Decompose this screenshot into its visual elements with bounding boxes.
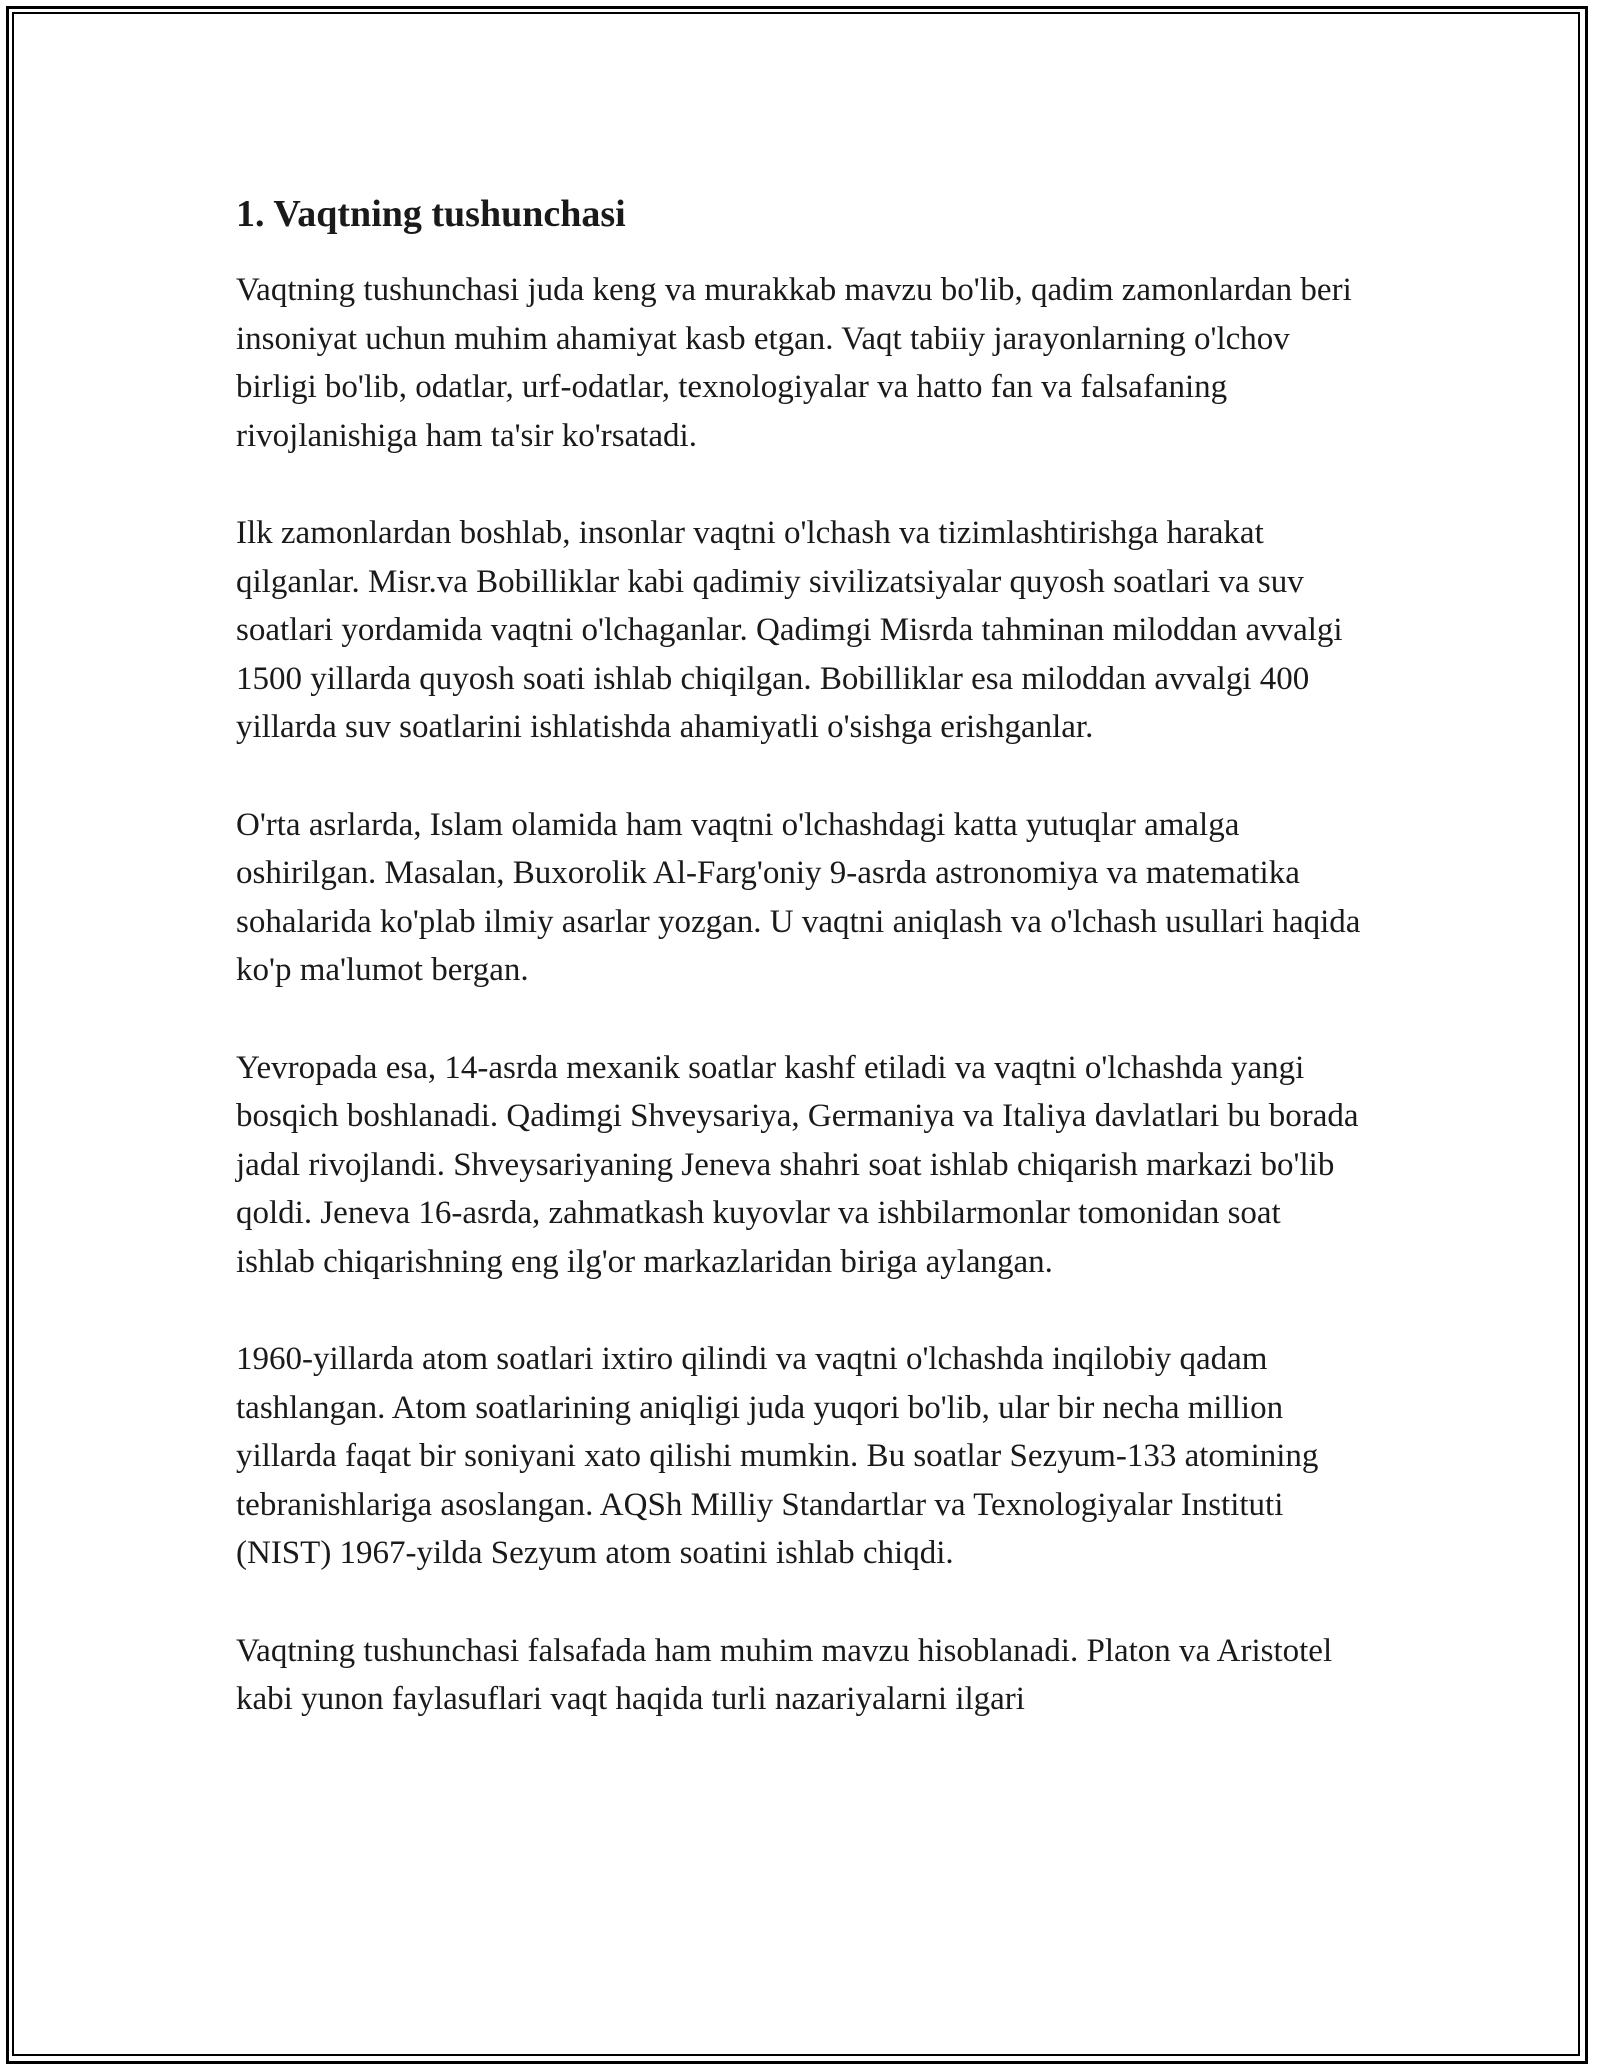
document-body bbox=[236, 180, 1366, 1773]
paragraph-1: Vaqtning tushunchasi juda keng va murakkab mavzu bo'lib, qadim zamonlardan beri insoniyat uchun muhim ahamiyat kasb etgan. Vaqt tabiiy jarayonlarning o'lchov birligi bo'lib, odatlar, urf-odatlar, texnologiyalar va hatto fan va falsafaning rivojlanishiga ham ta'sir ko'rsatadi. bbox=[236, 272, 1352, 454]
paragraph-6: Vaqtning tushunchasi falsafada ham muhim mavzu hisoblanadi. Platon va Aristotel kabi yunon faylasuflari vaqt haqida turli nazariyalarni ilgari bbox=[236, 1632, 1333, 1717]
paragraph-3: O'rta asrlarda, Islam olamida ham vaqtni o'lchashdagi katta yutuqlar amalga oshirilgan. Masalan, Buxorolik Al-Farg'oniy 9-asrda astronomiya va matematika sohalarida ko'plab ilmiy asarlar yozgan. U vaqtni aniqlash va o'lchash usullari haqida ko'p ma'lumot bergan. bbox=[236, 806, 1361, 988]
paragraph-2: Ilk zamonlardan boshlab, insonlar vaqtni o'lchash va tizimlashtirishga harakat qilganlar. Misr.va Bobilliklar kabi qadimiy sivilizatsiyalar quyosh soatlari va suv soatlari yordamida vaqtni o'lchaganlar. Qadimgi Misrda tahminan miloddan avvalgi 1500 yillarda quyosh soati ishlab chiqilgan. Bobilliklar esa miloddan avvalgi 400 yillarda suv soatlarini ishlatishda ahamiyatli o'sishga erishganlar. bbox=[236, 515, 1343, 745]
paragraph-5: 1960-yillarda atom soatlari ixtiro qilindi va vaqtni o'lchashda inqilobiy qadam tashlangan. Atom soatlarining aniqligi juda yuqori bo'lib, ular bir necha million yillarda faqat bir soniyani xato qilishi mumkin. Bu soatlar Sezyum-133 atomining tebranishlariga asoslangan. AQSh Milliy Standartlar va Texnologiyalar Instituti (NIST) 1967-yilda Sezyum atom soatini ishlab chiqdi. bbox=[236, 1341, 1319, 1571]
paragraph-4: Yevropada esa, 14-asrda mexanik soatlar kashf etiladi va vaqtni o'lchashda yangi bosqich boshlanadi. Qadimgi Shveysariya, Germaniya va Italiya davlatlari bu borada jadal rivojlandi. Shveysariyaning Jeneva shahri soat ishlab chiqarish markazi bo'lib qoldi. Jeneva 16-asrda, zahmatkash kuyovlar va ishbilarmonlar tomonidan soat ishlab chiqarishning eng ilg'or markazlaridan biriga aylangan. bbox=[236, 1049, 1359, 1280]
section-heading: 1. Vaqtning tushunchasi bbox=[236, 193, 626, 235]
